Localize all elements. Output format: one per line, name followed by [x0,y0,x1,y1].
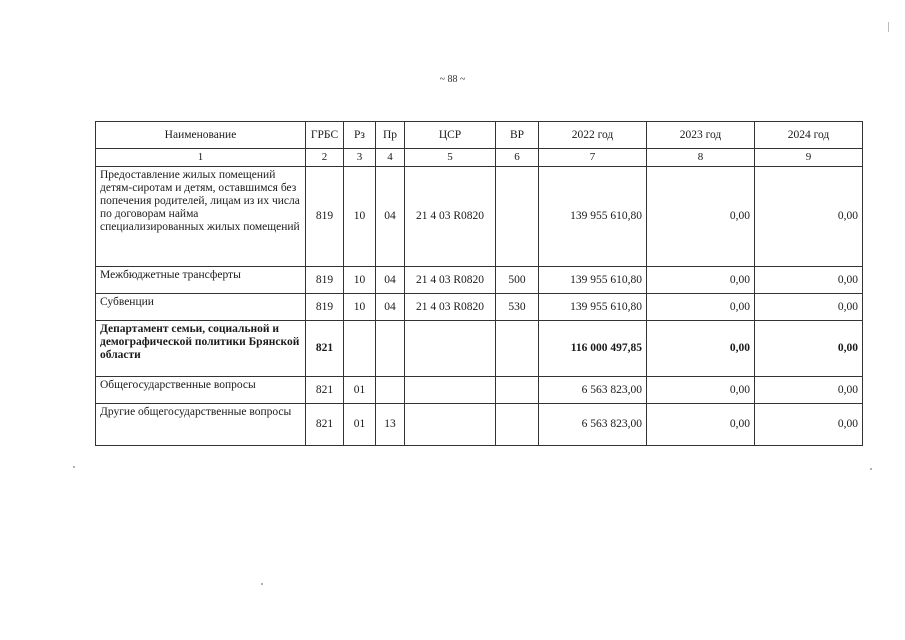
cell-2023: 0,00 [647,404,755,446]
column-number: 9 [755,149,863,167]
column-number: 1 [96,149,306,167]
cell-grbs: 819 [306,167,344,267]
column-number: 7 [539,149,647,167]
column-number: 4 [376,149,405,167]
cell-name: Субвенции [96,294,306,321]
cell-2022: 139 955 610,80 [539,267,647,294]
cell-vr [496,404,539,446]
cell-vr [496,321,539,377]
cell-2022: 6 563 823,00 [539,404,647,446]
cell-2024: 0,00 [755,377,863,404]
cell-2023: 0,00 [647,267,755,294]
cell-pr: 04 [376,294,405,321]
cell-name: Межбюджетные трансферты [96,267,306,294]
scan-speck [870,468,872,470]
cell-rz: 01 [344,404,376,446]
cell-2024: 0,00 [755,294,863,321]
cell-csr [405,404,496,446]
scan-speck [261,583,263,585]
table-row [96,267,863,294]
cell-2022: 116 000 497,85 [539,321,647,377]
cell-2023: 0,00 [647,321,755,377]
table-row [96,167,863,267]
header-pr: Пр [376,122,405,149]
column-number: 6 [496,149,539,167]
cell-grbs: 819 [306,294,344,321]
page-edge-mark [888,22,889,32]
cell-grbs: 821 [306,377,344,404]
cell-pr [376,377,405,404]
cell-2023: 0,00 [647,167,755,267]
column-number-row [96,149,863,167]
cell-2023: 0,00 [647,294,755,321]
cell-csr: 21 4 03 R0820 [405,167,496,267]
cell-2024: 0,00 [755,321,863,377]
cell-rz: 10 [344,294,376,321]
cell-name: Предоставление жилых помещений детям-сиротам и детям, оставшимся без попечения родителей, лицам из их числа по договорам найма специализированных жилых помещений [96,167,306,267]
cell-name: Департамент семьи, социальной и демографической политики Брянской области [96,321,306,377]
header-2023: 2023 год [647,122,755,149]
cell-rz [344,321,376,377]
cell-2022: 139 955 610,80 [539,167,647,267]
cell-2024: 0,00 [755,404,863,446]
cell-csr [405,321,496,377]
cell-vr: 500 [496,267,539,294]
cell-vr [496,167,539,267]
table-row [96,377,863,404]
header-grbs: ГРБС [306,122,344,149]
header-2022: 2022 год [539,122,647,149]
cell-pr [376,321,405,377]
header-name: Наименование [96,122,306,149]
scan-speck [73,466,75,468]
cell-csr: 21 4 03 R0820 [405,267,496,294]
cell-2022: 6 563 823,00 [539,377,647,404]
cell-csr: 21 4 03 R0820 [405,294,496,321]
table-row [96,294,863,321]
table-row [96,404,863,446]
cell-name: Общегосударственные вопросы [96,377,306,404]
budget-table [95,121,863,446]
cell-rz: 10 [344,167,376,267]
cell-pr: 13 [376,404,405,446]
header-rz: Рз [344,122,376,149]
column-number: 5 [405,149,496,167]
cell-2023: 0,00 [647,377,755,404]
cell-vr [496,377,539,404]
header-2024: 2024 год [755,122,863,149]
cell-pr: 04 [376,267,405,294]
table-row [96,321,863,377]
cell-rz: 10 [344,267,376,294]
cell-rz: 01 [344,377,376,404]
header-csr: ЦСР [405,122,496,149]
cell-csr [405,377,496,404]
cell-2022: 139 955 610,80 [539,294,647,321]
header-vr: ВР [496,122,539,149]
column-number: 3 [344,149,376,167]
column-number: 2 [306,149,344,167]
cell-grbs: 819 [306,267,344,294]
cell-2024: 0,00 [755,267,863,294]
table-header-row [96,122,863,149]
cell-name: Другие общегосударственные вопросы [96,404,306,446]
cell-grbs: 821 [306,321,344,377]
cell-2024: 0,00 [755,167,863,267]
column-number: 8 [647,149,755,167]
cell-grbs: 821 [306,404,344,446]
cell-pr: 04 [376,167,405,267]
page-number: ~ 88 ~ [439,74,466,85]
cell-vr: 530 [496,294,539,321]
